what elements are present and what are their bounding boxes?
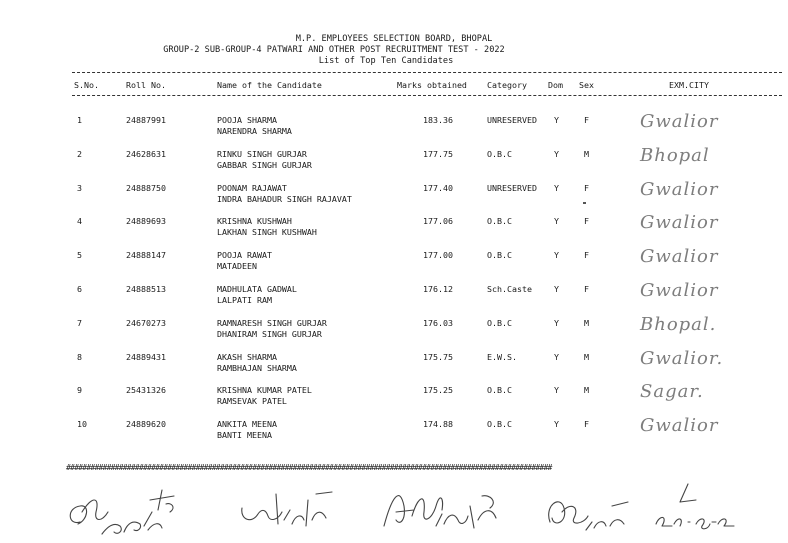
cell-category: O.B.C	[487, 317, 512, 328]
cell-marks: 176.12	[423, 284, 453, 294]
cell-name: POOJA RAWAT	[217, 250, 272, 261]
cell-city-handwritten: Bhopal	[640, 144, 710, 166]
signature-4	[540, 482, 640, 542]
cell-father: LAKHAN SINGH KUSHWAH	[217, 227, 317, 238]
exam-title: GROUP-2 SUB-GROUP-4 PATWARI AND OTHER POST RECRUITMENT TEST - 2022	[163, 45, 505, 55]
cell-category: O.B.C	[487, 385, 512, 396]
cell-city-handwritten: Gwalior	[640, 246, 719, 268]
cell-marks: 177.40	[423, 182, 453, 193]
cell-city-handwritten: Gwalior	[640, 212, 719, 234]
cell-category: O.B.C	[487, 148, 512, 159]
cell-category: UNRESERVED	[487, 182, 537, 193]
cell-marks: 177.00	[423, 250, 453, 261]
col-dom: Dom	[548, 80, 563, 90]
table-row	[0, 111, 788, 147]
cell-sex: F	[584, 216, 589, 227]
cell-sno: 7	[77, 317, 82, 328]
cell-dom: Y	[554, 216, 559, 227]
cell-dom: Y	[554, 419, 559, 430]
cell-roll: 24889693	[126, 216, 166, 227]
cell-sex: M	[584, 148, 589, 159]
table-row	[0, 246, 788, 282]
list-title: List of Top Ten Candidates	[318, 56, 454, 66]
cell-sno: 6	[77, 284, 82, 294]
cell-marks: 174.88	[423, 419, 453, 430]
cell-sex: M	[584, 385, 589, 396]
cell-marks: 177.75	[423, 148, 453, 159]
cell-roll: 24888513	[126, 284, 166, 294]
cell-city-handwritten: Gwalior.	[640, 347, 724, 369]
cell-city-handwritten: Gwalior	[640, 111, 719, 132]
cell-father: BANTI MEENA	[217, 430, 272, 441]
cell-dom: Y	[554, 148, 559, 159]
cell-marks: 183.36	[423, 115, 453, 125]
cell-father: LALPATI RAM	[217, 295, 272, 305]
cell-marks: 175.75	[423, 351, 453, 362]
cell-city-handwritten: Bhopal.	[640, 313, 717, 335]
col-category: Category	[487, 80, 527, 90]
col-city: EXM.CITY	[669, 80, 709, 90]
cell-sno: 8	[77, 351, 82, 362]
cell-roll: 24887991	[126, 115, 166, 125]
cell-father: NARENDRA SHARMA	[217, 126, 292, 136]
table-row	[0, 381, 788, 417]
table-row	[0, 178, 788, 215]
cell-sex: F	[584, 182, 589, 193]
cell-roll: 24888750	[126, 182, 166, 193]
cell-father: RAMSEVAK PATEL	[217, 396, 287, 407]
cell-name: RINKU SINGH GURJAR	[217, 148, 307, 159]
cell-dom: Y	[554, 317, 559, 328]
col-sex: Sex	[579, 80, 594, 90]
footer-hash-rule: ########################################################################################################################	[66, 462, 552, 472]
cell-category: E.W.S.	[487, 351, 517, 362]
cell-sex: F	[584, 115, 589, 125]
table-row	[0, 212, 788, 248]
cell-marks: 177.06	[423, 216, 453, 227]
signature-3	[378, 476, 518, 542]
cell-sex: F	[584, 284, 589, 294]
cell-sex: M	[584, 317, 589, 328]
cell-sex: M	[584, 351, 589, 362]
cell-sno: 1	[77, 115, 82, 125]
header-rule-top	[72, 72, 782, 73]
signature-1	[62, 482, 192, 542]
col-marks: Marks obtained	[397, 80, 467, 90]
cell-marks: 176.03	[423, 317, 453, 328]
signature-2	[232, 480, 342, 540]
table-row	[0, 144, 788, 181]
cell-roll: 24670273	[126, 317, 166, 328]
table-row	[0, 347, 788, 384]
header-rule-bottom	[72, 95, 782, 96]
cell-dom: Y	[554, 351, 559, 362]
cell-roll: 24889620	[126, 419, 166, 430]
cell-father: DHANIRAM SINGH GURJAR	[217, 328, 322, 339]
cell-name: ANKITA MEENA	[217, 419, 277, 430]
cell-roll: 24888147	[126, 250, 166, 261]
cell-sno: 5	[77, 250, 82, 261]
cell-city-handwritten: Gwalior	[640, 178, 719, 200]
cell-roll: 24889431	[126, 351, 166, 362]
cell-father: MATADEEN	[217, 261, 257, 272]
cell-sno: 9	[77, 385, 82, 396]
cell-category: O.B.C	[487, 419, 512, 430]
cell-marks: 175.25	[423, 385, 453, 396]
table-row	[0, 280, 788, 316]
table-row	[0, 415, 788, 451]
cell-sex: F	[584, 419, 589, 430]
cell-city-handwritten: Sagar.	[640, 381, 704, 403]
cell-name: RAMNARESH SINGH GURJAR	[217, 317, 327, 328]
cell-dom: Y	[554, 385, 559, 396]
col-roll: Roll No.	[126, 80, 166, 90]
cell-name: KRISHNA KUMAR PATEL	[217, 385, 312, 396]
cell-name: POOJA SHARMA	[217, 115, 277, 125]
cell-dom: Y	[554, 182, 559, 193]
cell-sex: F	[584, 250, 589, 261]
cell-dom: Y	[554, 284, 559, 294]
cell-dom: Y	[554, 115, 559, 125]
cell-name: KRISHNA KUSHWAH	[217, 216, 292, 227]
cell-roll: 24628631	[126, 148, 166, 159]
cell-sno: 4	[77, 216, 82, 227]
cell-category: UNRESERVED	[487, 115, 537, 125]
cell-name: MADHULATA GADWAL	[217, 284, 297, 294]
cell-city-handwritten: Gwalior	[640, 415, 719, 437]
stray-mark	[583, 202, 586, 204]
cell-sno: 3	[77, 182, 82, 193]
cell-category: Sch.Caste	[487, 284, 532, 294]
cell-father: INDRA BAHADUR SINGH RAJAVAT	[217, 193, 352, 204]
cell-name: AKASH SHARMA	[217, 351, 277, 362]
cell-dom: Y	[554, 250, 559, 261]
cell-father: RAMBHAJAN SHARMA	[217, 362, 297, 373]
board-title: M.P. EMPLOYEES SELECTION BOARD, BHOPAL	[295, 34, 493, 44]
cell-name: POONAM RAJAWAT	[217, 182, 287, 193]
table-row	[0, 313, 788, 350]
cell-sno: 2	[77, 148, 82, 159]
col-sno: S.No.	[74, 80, 99, 90]
cell-father: GABBAR SINGH GURJAR	[217, 159, 312, 170]
signature-5	[650, 480, 740, 536]
cell-roll: 25431326	[126, 385, 166, 396]
cell-category: O.B.C	[487, 216, 512, 227]
cell-sno: 10	[77, 419, 87, 430]
cell-category: O.B.C	[487, 250, 512, 261]
cell-city-handwritten: Gwalior	[640, 280, 719, 301]
col-name: Name of the Candidate	[217, 80, 322, 90]
